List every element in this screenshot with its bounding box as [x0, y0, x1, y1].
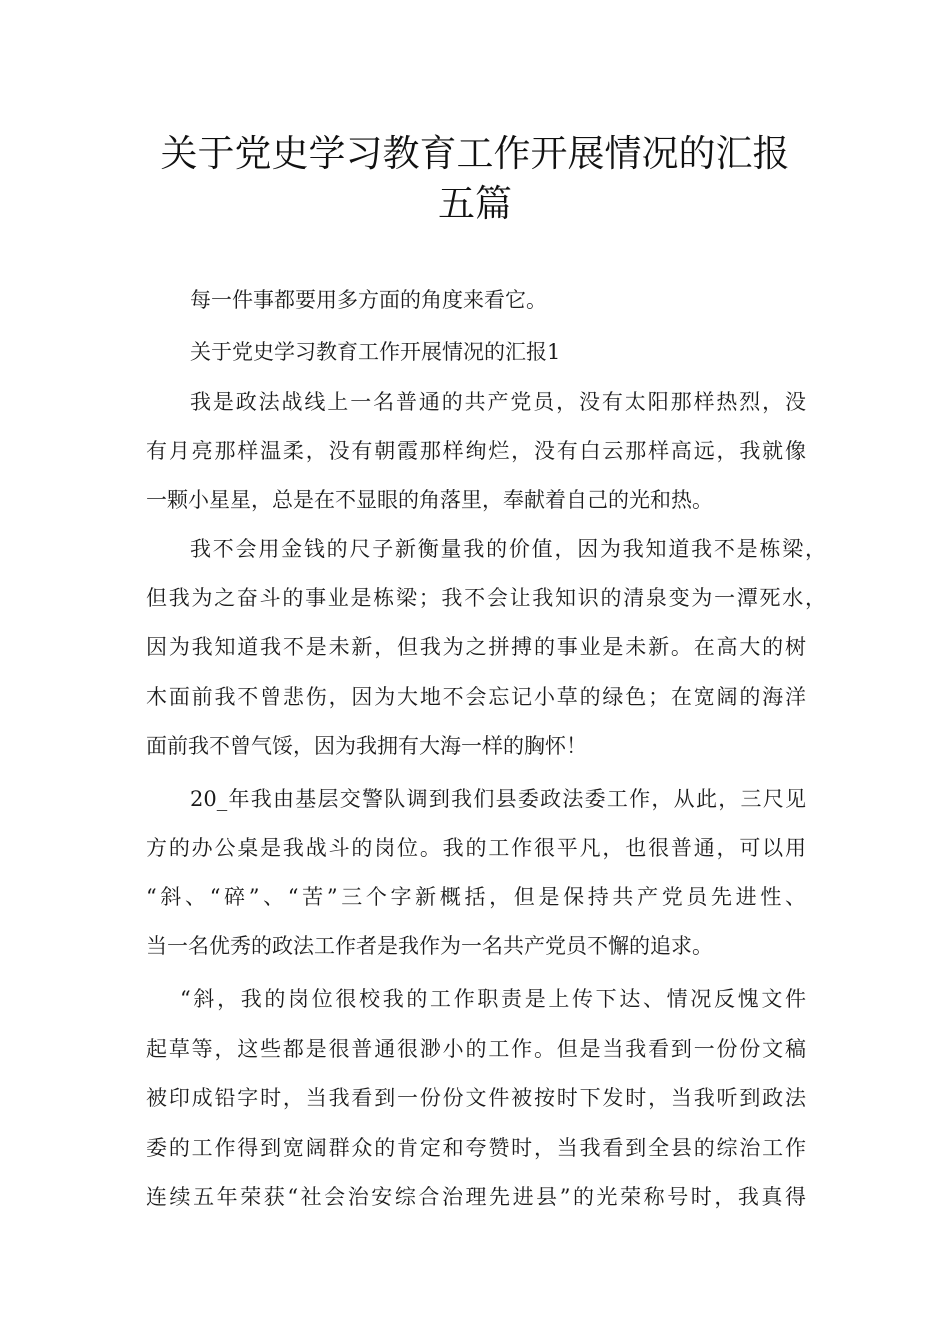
paragraph-line: “斜，我的岗位很校我的工作职责是上传下达、情况反愧文件 — [180, 987, 806, 1011]
paragraph-line: 因为我知道我不是未新，但我为之拼搏的事业是未新。在高大的树 — [146, 635, 806, 659]
paragraph-line: 有月亮那样温柔，没有朝霞那样绚烂，没有白云那样高远，我就像 — [146, 439, 806, 463]
paragraph-line: 但我为之奋斗的事业是栋梁；我不会让我知识的清泉变为一潭死水， — [146, 586, 826, 610]
paragraph-line: 面前我不曾气馁，因为我拥有大海一样的胸怀！ — [146, 734, 587, 758]
paragraph-line: 被印成铅字时，当我看到一份份文件被按时下发时，当我听到政法 — [146, 1086, 806, 1110]
paragraph-line: 我是政法战线上一名普通的共产党员，没有太阳那样热烈，没 — [190, 390, 806, 414]
paragraph-line: 委的工作得到宽阔群众的肯定和夸赞时，当我看到全县的综治工作 — [146, 1136, 806, 1160]
paragraph-line: 一颗小星星，总是在不显眼的角落里，奉献着自己的光和热。 — [146, 488, 713, 512]
paragraph-line: 连续五年荣获“社会治安综合治理先进县”的光荣称号时，我真得 — [146, 1185, 806, 1209]
paragraph-line: 20_年我由基层交警队调到我们县委政法委工作，从此，三尺见 — [190, 787, 806, 811]
document-title-line-2: 五篇 — [438, 182, 512, 225]
paragraph-line: 当一名优秀的政法工作者是我作为一名共产党员不懈的追求。 — [146, 934, 713, 958]
document-title-line-1: 关于党史学习教育工作开展情况的汇报 — [160, 132, 790, 175]
paragraph-line: 方的办公桌是我战斗的岗位。我的工作很平凡，也很普通，可以用 — [146, 836, 806, 860]
paragraph-line: 关于党史学习教育工作开展情况的汇报1 — [190, 340, 561, 364]
paragraph-line: “斜、“碎”、“苦”三个字新概括，但是保持共产党员先进性、 — [146, 885, 806, 909]
paragraph-line: 每一件事都要用多方面的角度来看它。 — [190, 288, 547, 312]
paragraph-line: 我不会用金钱的尺子新衡量我的价值，因为我知道我不是栋梁， — [190, 537, 826, 561]
paragraph-line: 起草等，这些都是很普通很渺小的工作。但是当我看到一份份文稿 — [146, 1037, 806, 1061]
paragraph-line: 木面前我不曾悲伤，因为大地不会忘记小草的绿色；在宽阔的海洋 — [146, 685, 806, 709]
